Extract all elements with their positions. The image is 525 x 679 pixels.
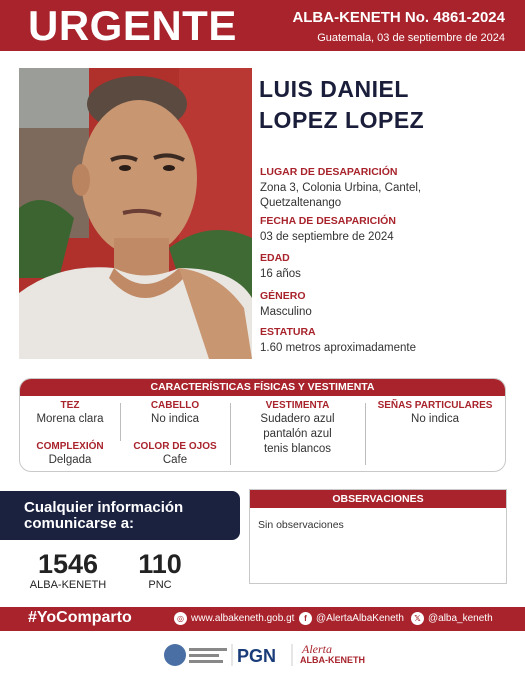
urgent-title: URGENTE: [28, 2, 237, 49]
age-block: [260, 252, 510, 282]
observations-box: [249, 489, 507, 584]
gender-label: GÉNERO: [260, 290, 306, 302]
marks-field: [365, 400, 505, 427]
clothing-value: [230, 412, 365, 457]
alba-keneth-label: ALBA-KENETH: [29, 579, 107, 591]
characteristics-box: [19, 378, 506, 472]
eye-color-value: Cafe: [162, 454, 188, 466]
eye-color-label: COLOR DE OJOS: [133, 441, 217, 452]
location-value: [260, 181, 510, 211]
date-label: FECHA DE DESAPARICIÓN: [260, 215, 396, 227]
alba-keneth-phone[interactable]: 1546: [37, 549, 99, 579]
header-banner: [0, 0, 525, 51]
hashtag: #YoComparto: [28, 609, 132, 626]
x-text[interactable]: @alba_keneth: [428, 613, 493, 624]
x-link[interactable]: [411, 612, 493, 625]
age-value: 16 años: [260, 268, 301, 280]
contact-box: [0, 491, 240, 540]
clothing-line-3: tenis blancos: [263, 443, 332, 455]
build-value: Delgada: [48, 454, 92, 466]
skin-tone-label: TEZ: [60, 400, 80, 411]
build-label: COMPLEXIÓN: [36, 441, 104, 452]
observations-title: OBSERVACIONES: [250, 490, 506, 508]
facebook-icon: f: [299, 612, 312, 625]
location-line-1: Zona 3, Colonia Urbina, Cantel,: [260, 182, 422, 194]
pnc-number[interactable]: [128, 549, 192, 591]
marks-label: SEÑAS PARTICULARES: [377, 400, 493, 411]
skin-tone-field: [20, 400, 120, 427]
clothing-line-2: pantalón azul: [263, 428, 332, 440]
hair-value: No indica: [151, 413, 199, 425]
footer-bar: [0, 607, 525, 631]
location-line-2: Quetzaltenango: [260, 197, 342, 209]
website-link[interactable]: [174, 612, 294, 625]
build-field: [20, 441, 120, 468]
gender-value: Masculino: [260, 306, 312, 318]
logos-row: [0, 640, 525, 670]
hair-field: [120, 400, 230, 427]
contact-line-2: comunicarse a:: [24, 515, 135, 532]
contact-line-1: Cualquier información: [24, 499, 184, 516]
date-value: 03 de septiembre de 2024: [260, 231, 394, 243]
facebook-text[interactable]: @AlertaAlbaKeneth: [316, 613, 404, 624]
website-text[interactable]: www.albakeneth.gob.gt: [191, 613, 295, 624]
clothing-label: VESTIMENTA: [265, 400, 330, 411]
place-date: Guatemala, 03 de septiembre de 2024: [317, 32, 505, 44]
location-block: [260, 166, 510, 211]
gender-block: [260, 290, 510, 320]
pnc-phone[interactable]: 110: [138, 549, 182, 579]
height-value: 1.60 metros aproximadamente: [260, 342, 416, 354]
case-number: ALBA-KENETH No. 4861-2024: [292, 9, 505, 26]
pgn-logo: PGN: [237, 646, 277, 666]
age-label: EDAD: [260, 252, 290, 264]
guatemala-seal-icon: [164, 644, 186, 666]
person-name: [259, 74, 509, 136]
name-line-1: LUIS DANIEL: [259, 76, 409, 102]
alerta-logo-line-1: Alerta: [302, 642, 332, 656]
height-block: [260, 326, 510, 356]
x-icon: 𝕏: [411, 612, 424, 625]
alerta-logo-line-2: ALBA-KENETH: [300, 655, 365, 665]
observations-text: Sin observaciones: [258, 519, 344, 531]
date-block: [260, 215, 510, 245]
location-label: LUGAR DE DESAPARICIÓN: [260, 166, 398, 178]
eye-color-field: [120, 441, 230, 468]
globe-icon: ◎: [174, 612, 187, 625]
skin-tone-value: Morena clara: [36, 413, 104, 425]
clothing-field: [230, 400, 365, 457]
pnc-label: PNC: [148, 579, 172, 591]
marks-value: No indica: [411, 413, 459, 425]
institution-logos: [0, 640, 525, 670]
facebook-link[interactable]: [299, 612, 404, 625]
hair-label: CABELLO: [150, 400, 200, 411]
missing-person-photo: [19, 68, 252, 359]
height-label: ESTATURA: [260, 326, 316, 338]
name-line-2: LOPEZ LOPEZ: [259, 107, 425, 133]
clothing-line-1: Sudadero azul: [260, 413, 335, 425]
characteristics-title: CARACTERÍSTICAS FÍSICAS Y VESTIMENTA: [20, 379, 505, 396]
alba-keneth-number[interactable]: [24, 549, 112, 591]
